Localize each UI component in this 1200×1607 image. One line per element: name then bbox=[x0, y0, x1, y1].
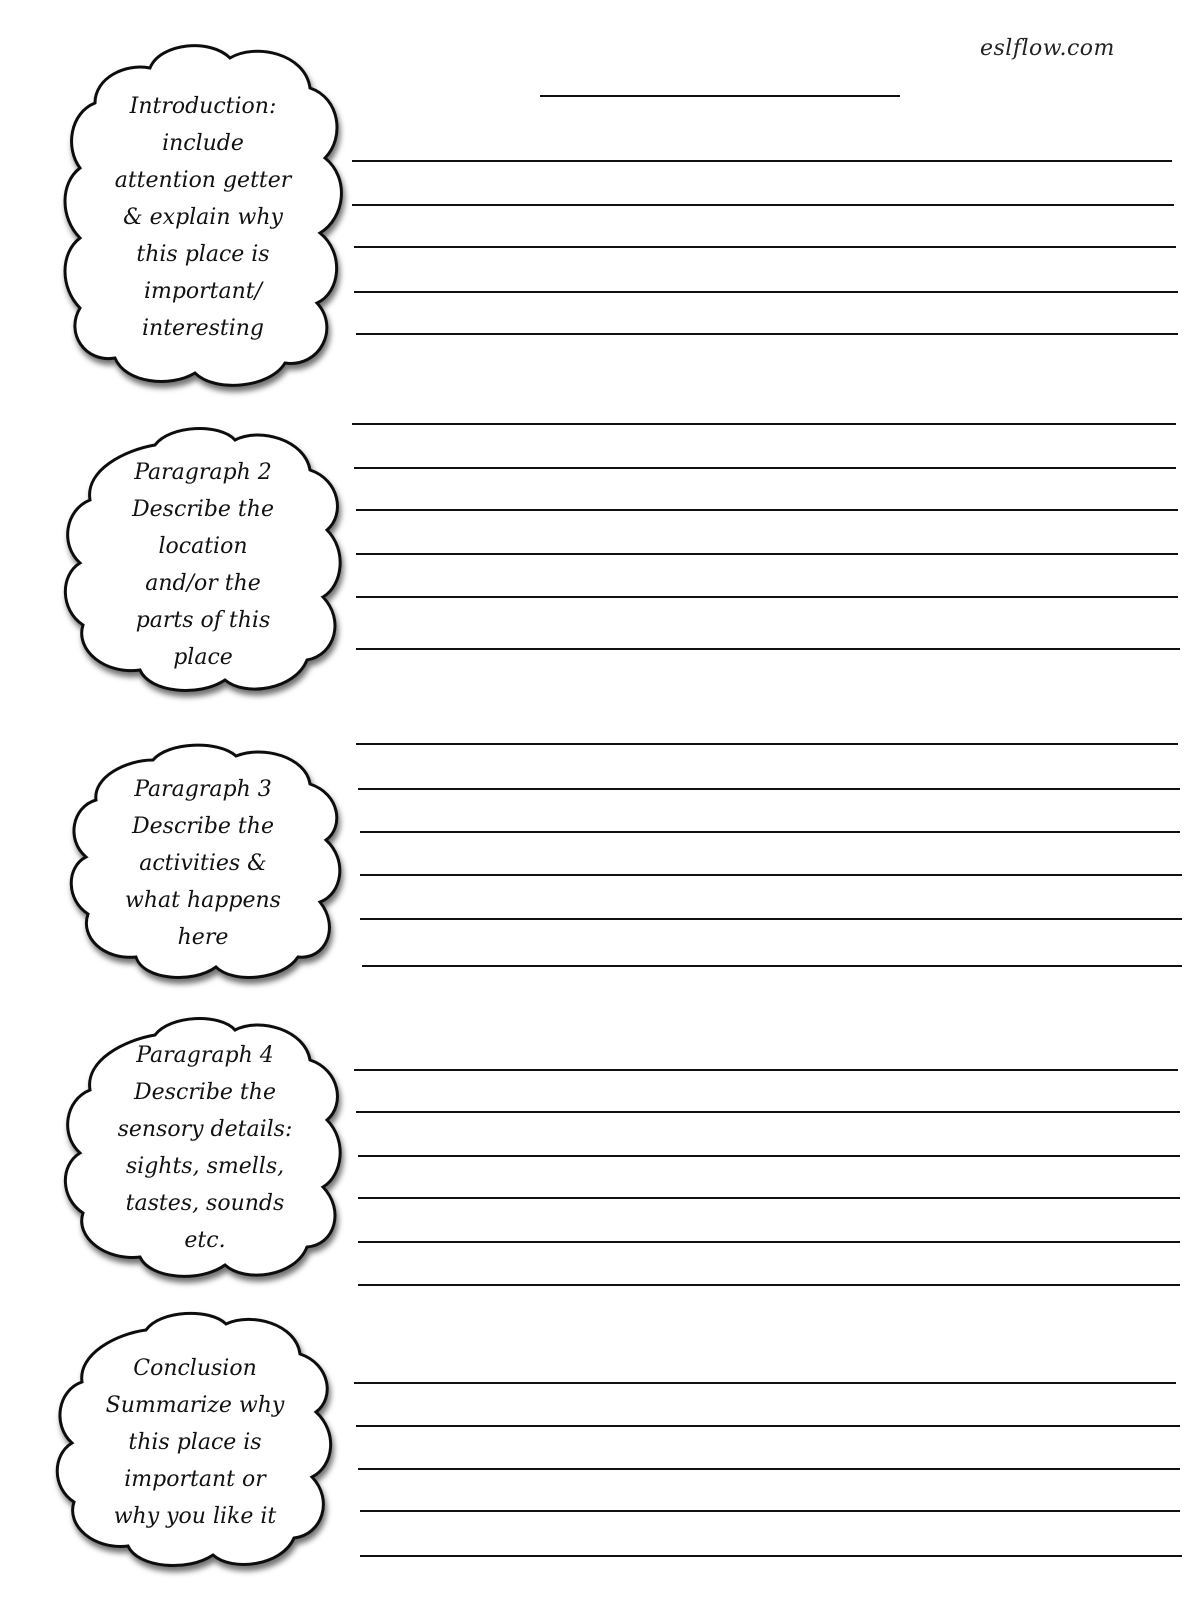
writing-line[interactable] bbox=[354, 467, 1176, 469]
writing-line[interactable] bbox=[356, 1425, 1180, 1427]
writing-line[interactable] bbox=[356, 553, 1178, 555]
cloud-text-paragraph-3: Paragraph 3 Describe the activities & what happens here bbox=[125, 776, 281, 950]
writing-line[interactable] bbox=[360, 1555, 1182, 1557]
writing-line[interactable] bbox=[356, 596, 1178, 598]
site-label: eslflow.com bbox=[980, 36, 1115, 61]
writing-line[interactable] bbox=[352, 204, 1174, 206]
writing-line[interactable] bbox=[358, 1241, 1180, 1243]
cloud-text-introduction: Introduction: include attention getter & explain why this place is important/ interesting bbox=[114, 93, 292, 341]
writing-line[interactable] bbox=[360, 831, 1180, 833]
writing-line[interactable] bbox=[356, 333, 1178, 335]
writing-line[interactable] bbox=[356, 1111, 1180, 1113]
writing-line[interactable] bbox=[356, 648, 1180, 650]
writing-line[interactable] bbox=[360, 918, 1182, 920]
writing-line[interactable] bbox=[358, 1155, 1180, 1157]
title-line[interactable] bbox=[540, 95, 900, 97]
cloud-text-paragraph-2: Paragraph 2 Describe the location and/or the parts of this place bbox=[132, 460, 274, 670]
writing-line[interactable] bbox=[352, 423, 1176, 425]
cloud-text-paragraph-4: Paragraph 4 Describe the sensory details: sights, smells, tastes, sounds etc. bbox=[117, 1042, 293, 1253]
writing-line[interactable] bbox=[354, 1382, 1176, 1384]
writing-line[interactable] bbox=[358, 1468, 1180, 1470]
writing-line[interactable] bbox=[360, 1510, 1180, 1512]
writing-line[interactable] bbox=[358, 1284, 1180, 1286]
writing-line[interactable] bbox=[358, 788, 1180, 790]
writing-line[interactable] bbox=[360, 874, 1182, 876]
writing-line[interactable] bbox=[354, 1069, 1178, 1071]
writing-line[interactable] bbox=[354, 246, 1176, 248]
writing-line[interactable] bbox=[356, 509, 1178, 511]
writing-line[interactable] bbox=[358, 1197, 1180, 1199]
writing-line[interactable] bbox=[352, 160, 1172, 162]
writing-line[interactable] bbox=[354, 291, 1178, 293]
writing-line[interactable] bbox=[356, 743, 1178, 745]
writing-line[interactable] bbox=[362, 965, 1182, 967]
cloud-text-conclusion: Conclusion Summarize why this place is important or why you like it bbox=[105, 1356, 285, 1529]
